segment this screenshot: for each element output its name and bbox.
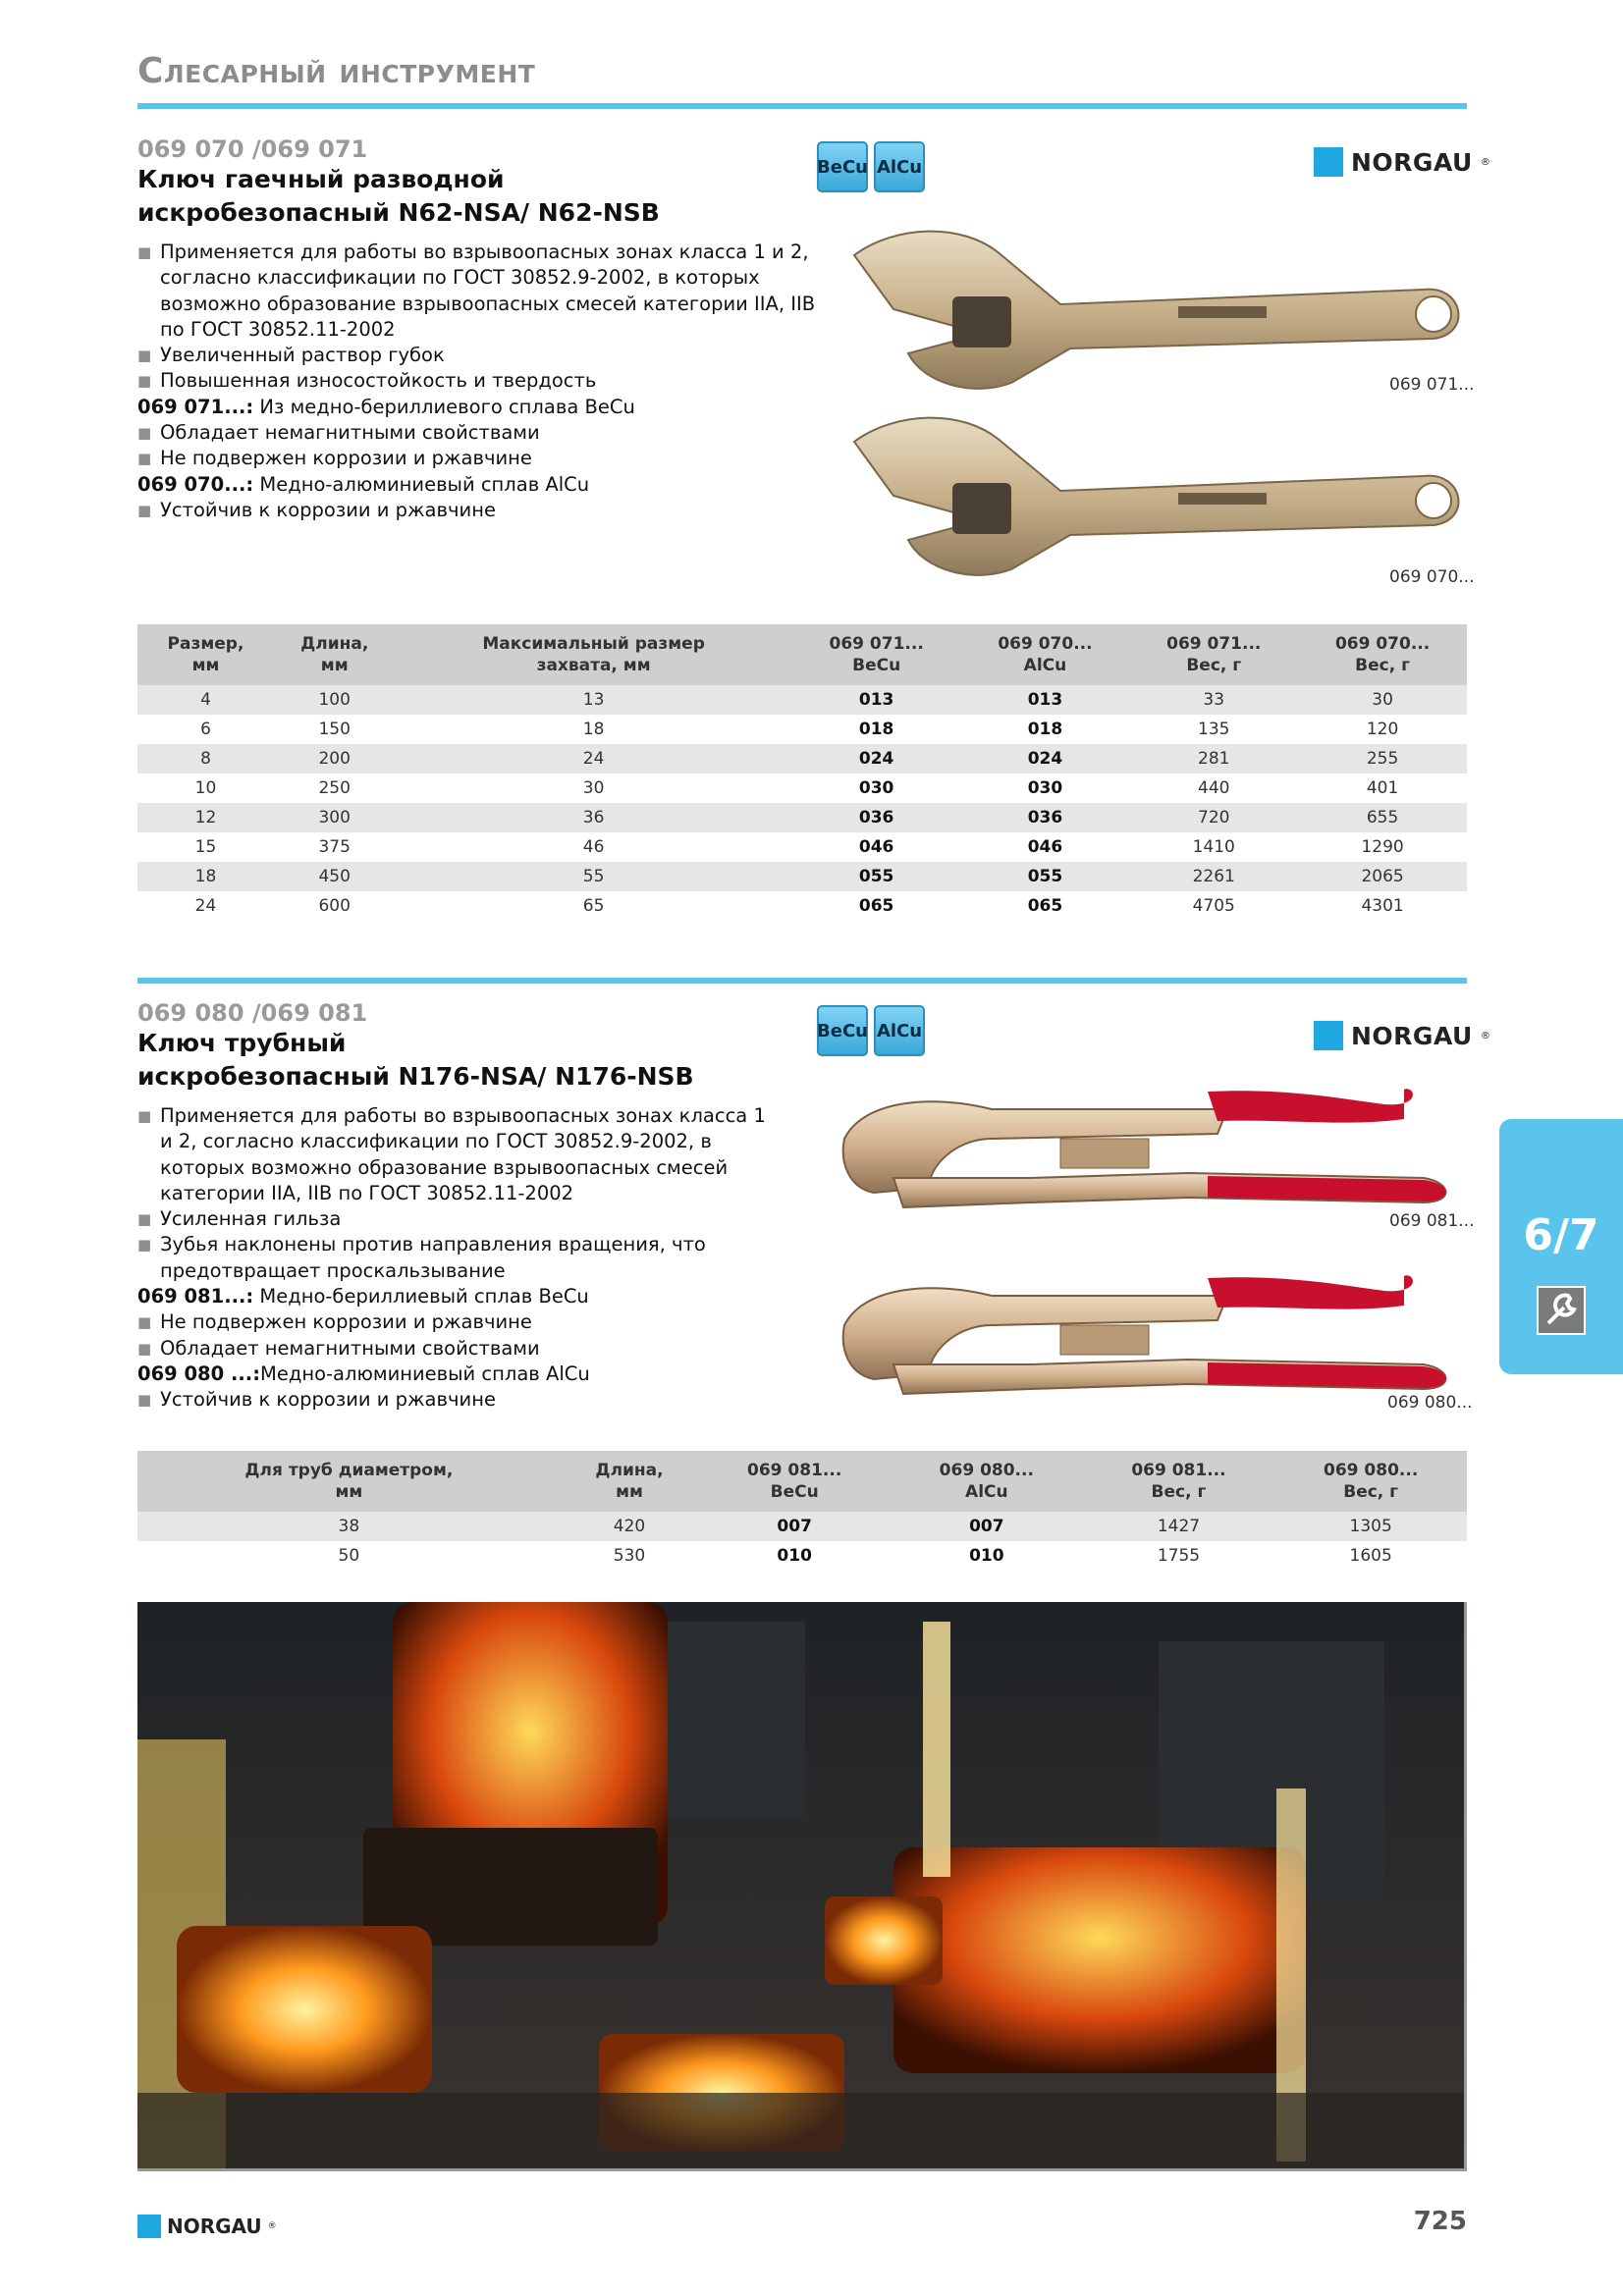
feature-bullet	[137, 1309, 766, 1335]
product-description	[137, 240, 825, 523]
table-header-row	[137, 624, 1467, 685]
header-line: 069 070...	[1334, 634, 1431, 654]
header-line: Для труб диаметром,	[244, 1461, 454, 1480]
table-cell: 100	[274, 685, 395, 715]
table-cell: 300	[274, 803, 395, 832]
column-header	[137, 1451, 561, 1512]
product-title-line2: искробезопасный N62-NSA/ N62-NSB	[137, 198, 660, 227]
table-cell: 1755	[1157, 1546, 1201, 1566]
column-header	[395, 624, 791, 685]
photo-caption-069-071: 069 071...	[1389, 375, 1475, 395]
logo-square-icon	[137, 2215, 161, 2238]
feature-bullet	[137, 240, 825, 343]
material-text	[137, 395, 825, 420]
product-description	[137, 1103, 766, 1414]
wrench-photo-069-070	[835, 402, 1473, 589]
registered-mark: ®	[1480, 156, 1490, 168]
table-cell: 65	[582, 896, 605, 916]
material-text	[137, 472, 825, 498]
bullet-square-icon: ■	[137, 450, 152, 468]
header-line: мм	[191, 656, 220, 675]
table-row	[137, 891, 1467, 921]
logo-text: NORGAU	[1351, 147, 1473, 177]
table-row	[137, 715, 1467, 744]
table-row	[137, 1541, 1467, 1571]
table-cell: 007	[891, 1512, 1083, 1541]
page-header	[137, 51, 1467, 109]
table-cell: 1410	[1192, 837, 1235, 857]
table-cell: 15	[194, 837, 217, 857]
material-description: Из медно-бериллиевого сплава BeCu	[253, 395, 635, 418]
product-title-line1: Ключ трубный	[137, 1029, 347, 1057]
bullet-square-icon: ■	[137, 501, 152, 519]
feature-text: Усиленная гильза	[160, 1207, 342, 1231]
table-cell: 530	[613, 1546, 646, 1566]
material-badges	[817, 141, 925, 192]
table-cell: 18	[137, 862, 274, 891]
header-line: Длина,	[300, 634, 369, 654]
header-line: захвата, мм	[536, 656, 651, 675]
header-line: 069 071...	[829, 634, 924, 654]
feature-bullet	[137, 1103, 766, 1206]
material-description: Медно-алюминиевый сплав AlCu	[253, 472, 590, 496]
pipe-wrench-photo-069-081	[835, 1080, 1463, 1227]
table-cell: 046	[1027, 837, 1063, 857]
product-codes: 069 080 /069 081	[137, 999, 368, 1027]
foundry-photo	[137, 1602, 1467, 2171]
bullet-square-icon: ■	[137, 1236, 152, 1255]
table-cell: 30	[1298, 685, 1467, 715]
table-cell: 046	[858, 837, 894, 857]
feature-bullet	[137, 498, 825, 523]
product-title-line2: искробезопасный N176-NSA/ N176-NSB	[137, 1062, 694, 1091]
section-divider-rule	[137, 978, 1467, 984]
column-header	[1274, 1451, 1467, 1512]
bullet-square-icon: ■	[137, 1339, 152, 1358]
table-cell: 036	[792, 803, 961, 832]
bullet-square-icon: ■	[137, 347, 152, 365]
bullet-square-icon: ■	[137, 424, 152, 443]
header-line: мм	[320, 656, 349, 675]
header-line: 069 080...	[939, 1461, 1034, 1480]
table-cell: 024	[961, 744, 1130, 774]
table-cell: 013	[792, 685, 961, 715]
header-line: Максимальный размер	[482, 634, 705, 654]
bullet-square-icon: ■	[137, 243, 152, 261]
column-header	[561, 1451, 699, 1512]
article-label: 069 071...:	[137, 395, 254, 418]
table-cell: 655	[1298, 803, 1467, 832]
feature-bullet	[137, 420, 825, 446]
header-line: Вес, г	[1355, 656, 1410, 675]
feature-text: Устойчив к коррозии и ржавчине	[160, 498, 496, 521]
table-cell: 375	[318, 837, 351, 857]
material-note	[137, 472, 825, 498]
column-header	[274, 624, 395, 685]
material-badges	[817, 1005, 925, 1056]
table-row	[137, 832, 1467, 862]
table-cell: 1427	[1083, 1512, 1275, 1541]
feature-text: Устойчив к коррозии и ржавчине	[160, 1388, 496, 1412]
norgau-logo	[1314, 1021, 1490, 1050]
chapter-tab-label: 6/7	[1523, 1210, 1599, 1260]
feature-text: Повышенная износостойкость и твердость	[160, 369, 597, 393]
material-description: Медно-бериллиевый сплав BeCu	[253, 1285, 589, 1308]
logo-square-icon	[1314, 147, 1343, 177]
table-cell: 030	[1027, 778, 1063, 798]
article-label: 069 080 ...:	[137, 1362, 261, 1385]
bullet-square-icon: ■	[137, 1107, 152, 1125]
table-cell: 281	[1129, 744, 1298, 774]
feature-bullet	[137, 446, 825, 471]
header-line: Вес, г	[1186, 656, 1242, 675]
header-line: Вес, г	[1343, 1482, 1399, 1502]
page-number: 725	[1413, 2207, 1467, 2236]
table-cell: 440	[1198, 778, 1230, 798]
table-cell: 055	[961, 862, 1130, 891]
chapter-tab[interactable]	[1499, 1119, 1623, 1374]
table-cell: 010	[777, 1546, 812, 1566]
feature-text: Зубья наклонены против направления вращения, что предотвращает проскальзывание	[160, 1233, 706, 1282]
table-row	[137, 774, 1467, 803]
bullet-square-icon: ■	[137, 372, 152, 391]
column-header	[1083, 1451, 1275, 1512]
table-cell: 065	[858, 896, 894, 916]
material-note	[137, 1362, 766, 1387]
table-row	[137, 744, 1467, 774]
header-line: Размер,	[167, 634, 244, 654]
becu-badge: BeCu	[817, 1005, 868, 1056]
table-cell: 36	[395, 803, 791, 832]
table-cell: 018	[858, 720, 894, 739]
logo-square-icon	[1314, 1021, 1343, 1050]
alcu-badge: AlCu	[874, 141, 925, 192]
table-cell: 036	[961, 803, 1130, 832]
table-row	[137, 862, 1467, 891]
table-cell: 010	[969, 1546, 1004, 1566]
article-label: 069 070...:	[137, 472, 254, 496]
column-header	[1298, 624, 1467, 685]
table-cell: 38	[137, 1512, 561, 1541]
column-header	[961, 624, 1130, 685]
table-cell: 150	[318, 720, 351, 739]
header-line: 069 081...	[747, 1461, 842, 1480]
header-line: 069 071...	[1166, 634, 1262, 654]
wrench-photo-069-071	[835, 216, 1473, 402]
table-cell: 24	[194, 896, 217, 916]
footer-logo	[137, 2215, 277, 2238]
feature-bullet	[137, 343, 825, 368]
table-cell: 065	[1027, 896, 1063, 916]
feature-text: Увеличенный раствор губок	[160, 344, 445, 367]
feature-bullet	[137, 1387, 766, 1413]
photo-caption-069-080: 069 080...	[1387, 1393, 1473, 1413]
header-line: 069 080...	[1324, 1461, 1419, 1480]
feature-bullet	[137, 1336, 766, 1362]
table-cell: 12	[137, 803, 274, 832]
table-cell: 250	[318, 778, 351, 798]
feature-bullet	[137, 1232, 766, 1284]
page-title: Слесарный инструмент	[137, 51, 536, 91]
table-cell: 2261	[1129, 862, 1298, 891]
table-cell: 007	[698, 1512, 891, 1541]
feature-bullet	[137, 368, 825, 394]
table-cell: 120	[1366, 720, 1399, 739]
table-cell: 1305	[1274, 1512, 1467, 1541]
table-cell: 401	[1366, 778, 1399, 798]
column-header	[698, 1451, 891, 1512]
table-cell: 4301	[1361, 896, 1404, 916]
logo-text: NORGAU	[1351, 1021, 1473, 1050]
table-cell: 200	[274, 744, 395, 774]
bullet-square-icon: ■	[137, 1391, 152, 1410]
feature-bullet	[137, 1206, 766, 1232]
column-header	[792, 624, 961, 685]
table-cell: 013	[961, 685, 1130, 715]
header-line: мм	[616, 1482, 643, 1502]
column-header	[891, 1451, 1083, 1512]
table-cell: 018	[1027, 720, 1063, 739]
table-cell: 46	[582, 837, 605, 857]
feature-text: Обладает немагнитными свойствами	[160, 1336, 540, 1360]
material-description: Медно-алюминиевый сплав AlCu	[260, 1362, 590, 1385]
photo-caption-069-070: 069 070...	[1389, 567, 1475, 587]
table-cell: 18	[582, 720, 605, 739]
table-cell: 1605	[1349, 1546, 1392, 1566]
product-codes: 069 070 /069 071	[137, 135, 368, 163]
header-line: BeCu	[770, 1482, 819, 1502]
table-cell: 55	[395, 862, 791, 891]
registered-mark: ®	[267, 2221, 277, 2231]
feature-text: Обладает немагнитными свойствами	[160, 421, 540, 445]
header-line: BeCu	[852, 656, 901, 675]
table-cell: 2065	[1298, 862, 1467, 891]
column-header	[137, 624, 274, 685]
wrench-icon	[1537, 1286, 1586, 1335]
product-title-line1: Ключ гаечный разводной	[137, 165, 505, 193]
article-label: 069 081...:	[137, 1285, 254, 1308]
registered-mark: ®	[1480, 1030, 1490, 1041]
table-cell: 30	[582, 778, 605, 798]
table-row	[137, 803, 1467, 832]
header-line: AlCu	[965, 1482, 1008, 1502]
table-cell: 450	[274, 862, 395, 891]
material-text	[137, 1284, 766, 1309]
table-cell: 6	[200, 720, 211, 739]
feature-text: Применяется для работы во взрывоопасных зонах класса 1 и 2, согласно классификации по ГОСТ 30852.9-2002, в которых возможно образование взрывоопасных смесей категории IIA, IIB по ГОСТ 30852.11-2002	[160, 240, 816, 341]
becu-badge: BeCu	[817, 141, 868, 192]
alcu-badge: AlCu	[874, 1005, 925, 1056]
column-header	[1129, 624, 1298, 685]
feature-text: Не подвержен коррозии и ржавчине	[160, 447, 532, 470]
table-cell: 13	[395, 685, 791, 715]
photo-caption-069-081: 069 081...	[1389, 1211, 1475, 1231]
table-header-row	[137, 1451, 1467, 1512]
material-note	[137, 395, 825, 420]
header-line: 069 081...	[1131, 1461, 1226, 1480]
pipe-wrench-photo-069-080	[835, 1266, 1463, 1414]
table-cell: 024	[792, 744, 961, 774]
table-cell: 030	[858, 778, 894, 798]
table-cell: 255	[1298, 744, 1467, 774]
header-rule	[137, 103, 1467, 109]
header-line: Вес, г	[1151, 1482, 1207, 1502]
feature-text: Не подвержен коррозии и ржавчине	[160, 1310, 532, 1334]
table-cell: 1290	[1361, 837, 1404, 857]
table-cell: 8	[137, 744, 274, 774]
material-text	[137, 1362, 766, 1387]
table-cell: 33	[1129, 685, 1298, 715]
table-cell: 10	[194, 778, 217, 798]
feature-text: Применяется для работы во взрывоопасных зонах класса 1 и 2, согласно классификации по ГОСТ 30852.9-2002, в которых возможно образование взрывоопасных смесей категории IIA, IIB по ГОСТ 30852.11-2002	[160, 1104, 766, 1204]
header-line: мм	[335, 1482, 363, 1502]
table-row	[137, 1512, 1467, 1541]
header-line: Длина,	[595, 1461, 664, 1480]
header-line: 069 070...	[998, 634, 1093, 654]
table-cell: 055	[792, 862, 961, 891]
bullet-square-icon: ■	[137, 1313, 152, 1332]
spec-table-adjustable-wrench	[137, 624, 1467, 921]
table-cell: 24	[395, 744, 791, 774]
material-note	[137, 1284, 766, 1309]
logo-text: NORGAU	[167, 2215, 262, 2238]
table-cell: 135	[1198, 720, 1230, 739]
header-line: AlCu	[1023, 656, 1067, 675]
norgau-logo	[1314, 147, 1490, 177]
table-cell: 720	[1129, 803, 1298, 832]
table-cell: 4705	[1192, 896, 1235, 916]
bullet-square-icon: ■	[137, 1210, 152, 1229]
spec-table-pipe-wrench	[137, 1451, 1467, 1571]
table-cell: 420	[561, 1512, 699, 1541]
table-cell: 4	[137, 685, 274, 715]
table-row	[137, 685, 1467, 715]
table-cell: 50	[338, 1546, 360, 1566]
table-cell: 600	[318, 896, 351, 916]
